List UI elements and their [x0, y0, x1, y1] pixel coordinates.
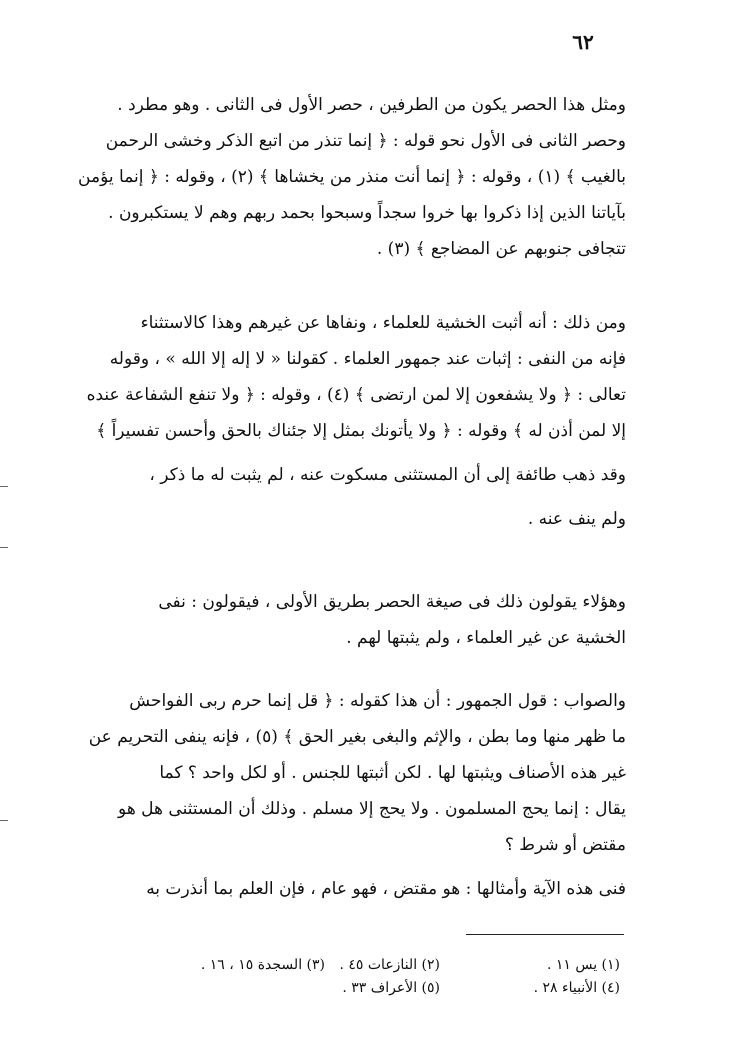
- text-line: والصواب : قول الجمهور : أن هذا كقوله : ﴿ قل إنما حرم ربى الفواحش: [129, 691, 626, 711]
- scan-edge-mark: [0, 820, 8, 821]
- text-line: ومثل هذا الحصر يكون من الطرفين ، حصر الأول فى الثانى . وهو مطرد .: [117, 95, 626, 115]
- scan-edge-mark: [0, 547, 8, 548]
- text-line: بالغيب ﴾ (١) ، وقوله : ﴿ إنما أنت منذر من يخشاها ﴾ (٢) ، وقوله : ﴿ إنما يؤمن: [78, 167, 626, 187]
- footnote-separator: [466, 934, 624, 935]
- paragraph-3: [104, 584, 626, 656]
- text-line: الخشية عن غير العلماء ، ولم يثبتها لهم .: [346, 628, 626, 648]
- text-line: فإنه من النفى : إثبات عند جمهور العلماء . كقولنا « لا إله إلا الله » ، وقوله: [109, 349, 626, 369]
- footnote-1: (١) يس ١١ .: [546, 957, 620, 973]
- paragraph-4: [88, 683, 626, 907]
- page-number: ٦٢: [572, 30, 594, 54]
- footnote-5: (٥) الأعراف ٣٣ .: [342, 980, 440, 996]
- text-line: تعالى : ﴿ ولا يشفعون إلا لمن ارتضى ﴾ (٤) ، وقوله : ﴿ ولا تنفع الشفاعة عنده: [86, 385, 626, 405]
- text-line: إلا لمن أذن له ﴾ وقوله : ﴿ ولا يأتونك بمثل إلا جئناك بالحق وأحسن تفسيراً ﴾: [96, 421, 626, 441]
- footnote-2: (٢) النازعات ٤٥ .: [339, 957, 440, 973]
- paragraph-1: [78, 87, 626, 267]
- text-line: وقد ذهب طائفة إلى أن المستثنى مسكوت عنه ، لم يثبت له ما ذكر ،: [149, 465, 626, 485]
- text-line: وحصر الثانى فى الأول نحو قوله : ﴿ إنما تنذر من اتبع الذكر وخشى الرحمن: [105, 131, 626, 151]
- text-line: بآياتنا الذين إذا ذكروا بها خروا سجداً وسبحوا بحمد ربهم وهم لا يستكبرون .: [108, 203, 626, 223]
- text-line: ومن ذلك : أنه أثبت الخشية للعلماء ، ونفاها عن غيرهم وهذا كالاستثناء: [140, 313, 626, 333]
- footnote-3: (٣) السجدة ١٥ ، ١٦ .: [200, 957, 325, 973]
- text-line: مقتض أو شرط ؟: [504, 835, 626, 855]
- text-line: ولم ينف عنه .: [527, 509, 626, 529]
- paragraph-2: [86, 305, 626, 537]
- text-line: ما ظهر منها وما بطن ، والإثم والبغى بغير الحق ﴾ (٥) ، فإنه ينفى التحريم عن: [88, 727, 626, 747]
- text-line: يقال : إنما يحج المسلمون . ولا يحج إلا مسلم . وذلك أن المستثنى هل هو: [118, 799, 626, 819]
- text-line: فنى هذه الآية وأمثالها : هو مقتض ، فهو عام ، فإن العلم بما أنذرت به: [146, 879, 626, 899]
- text-line: وهؤلاء يقولون ذلك فى صيغة الحصر بطريق الأولى ، فيقولون : نفى: [158, 592, 626, 612]
- scan-edge-mark: [0, 486, 8, 487]
- text-line: تتجافى جنوبهم عن المضاجع ﴾ (٣) .: [376, 239, 626, 259]
- text-line: غير هذه الأصناف ويثبتها لها . لكن أثبتها للجنس . أو لكل واحد ؟ كما: [159, 763, 626, 783]
- footnote-4: (٤) الأنبياء ٢٨ .: [533, 980, 620, 996]
